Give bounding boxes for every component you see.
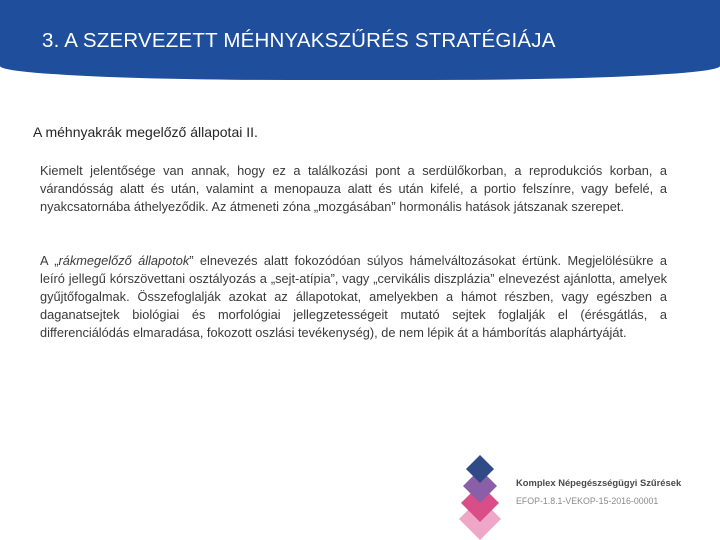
logo-title: Komplex Népegészségügyi Szűrések <box>516 477 682 488</box>
program-logo <box>456 452 720 540</box>
paragraph-2-term: rákmegelőző állapotok <box>58 253 190 268</box>
paragraph-1: Kiemelt jelentősége van annak, hogy ez a találkozási pont a serdülőkorban, a reprodukciós korban, a várandósság alatt és után, valamint a menopauza alatt és után kifelé, a portio felszínre, vagy befelé, a nyakcsatornába áthelyeződik. Az átmeneti zóna „mozgásában” hormonális hatások játszanak szerepet. <box>40 163 667 214</box>
paragraph-2 <box>40 252 667 342</box>
slide-title: 3. A SZERVEZETT MÉHNYAKSZŰRÉS STRATÉGIÁJA <box>42 29 556 52</box>
header-bar <box>0 0 720 80</box>
logo-project-code: EFOP-1.8.1-VEKOP-15-2016-00001 <box>516 496 659 506</box>
section-subtitle: A méhnyakrák megelőző állapotai II. <box>33 124 258 140</box>
diamond-logo-icon <box>456 452 514 540</box>
paragraph-2-body: ” elnevezés alatt fokozódóan súlyos hámelváltozásokat értünk. Megjelölésükre a leíró jellegű kórszövettani osztályozás a „sejt-atípia”, vagy „cervikális diszplázia” elnevezést ajánlotta, amelyek gyűjtőfogalmak. Összefoglalják azokat az állapotokat, amelyekben a hámot részben, vagy egészben a daganatsejtek biológiai és morfológiai jellegzetességeit mutató sejtek foglalják el (érésgátlás, a differenciálódás elmaradása, fokozott oszlási tevékenység), de nem lépik át a hámborítás alaphártyáját. <box>40 253 667 340</box>
paragraph-2-lead: A „ <box>40 253 59 268</box>
